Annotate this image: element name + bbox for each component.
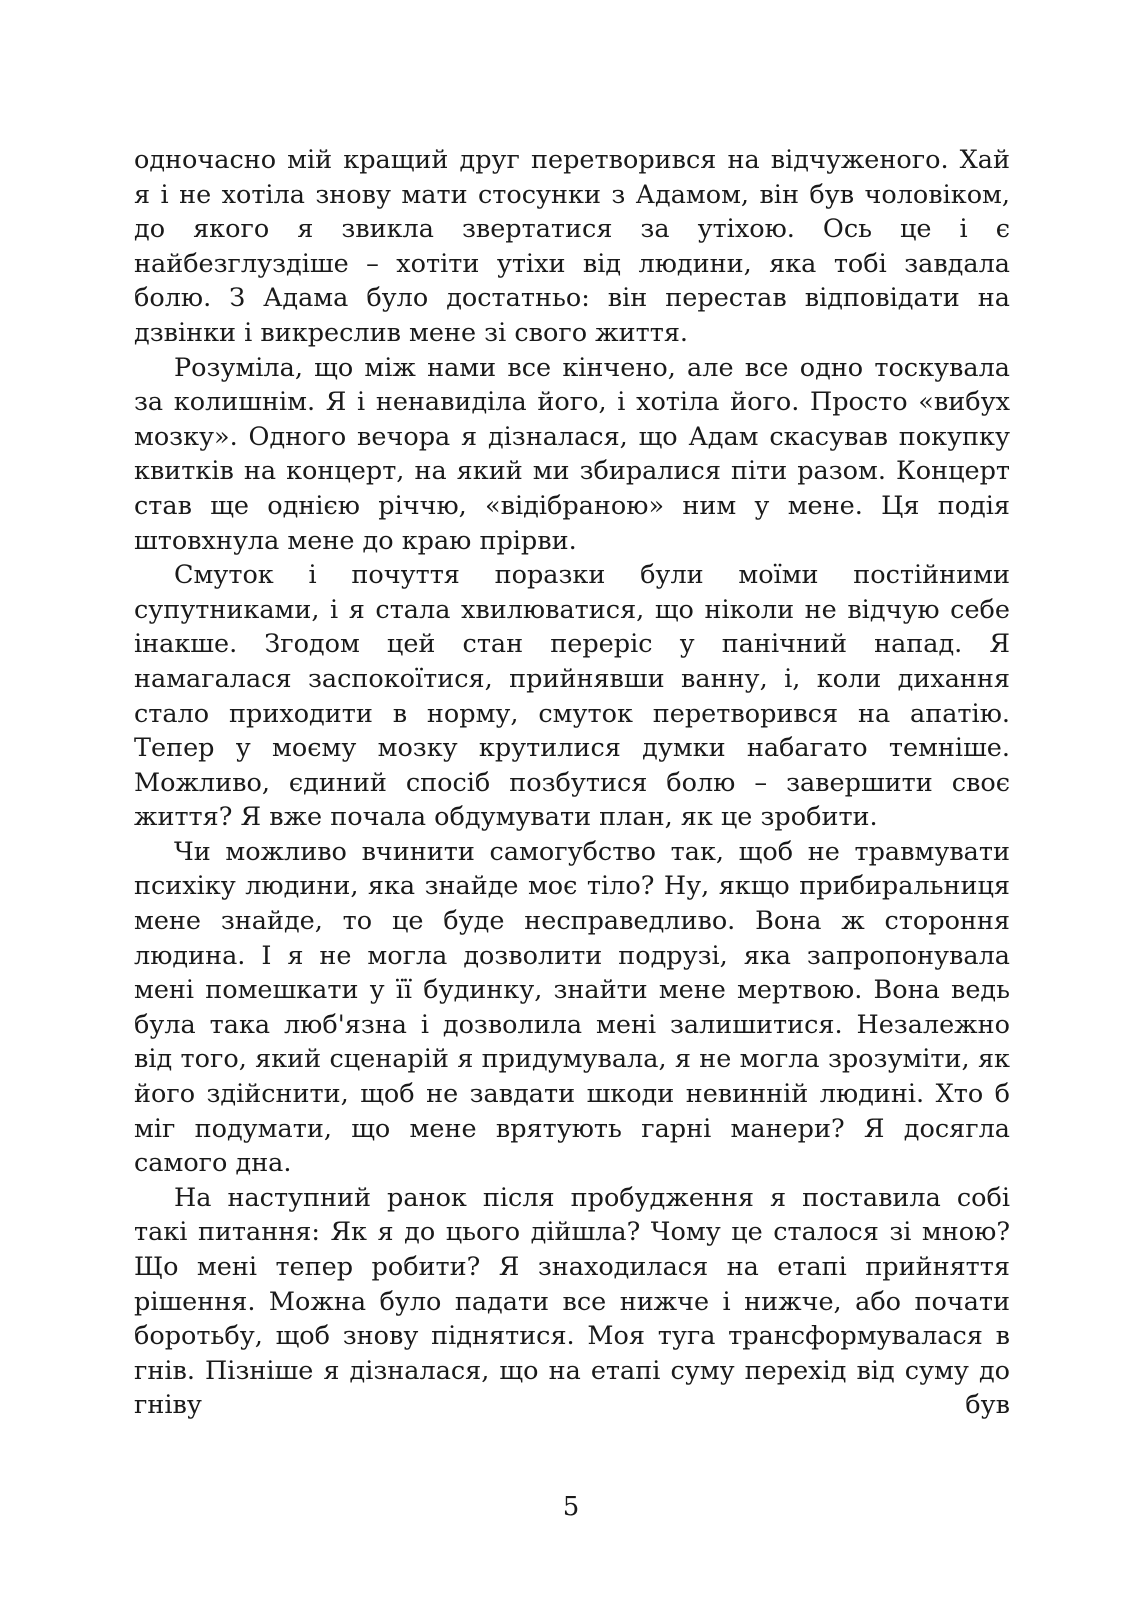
paragraph-2: Розуміла, що між нами все кінчено, але все одно тоскувала за колишнім. Я і ненавиділа його, і хотіла його. Просто «вибух мозку». Одного вечора я дізналася, що Адам скасував покупку квитків на концерт, на який ми збиралися піти разом. Концерт став ще однією річчю, «відібраною» ним у мене. Ця подія штовхнула мене до краю прірви.: [134, 352, 1010, 556]
paragraph-3: Смуток і почуття поразки були моїми постійними супутниками, і я стала хвилюватися, що ніколи не відчую себе інакше. Згодом цей стан переріс у панічний напад. Я намагалася заспокоїтися, прийнявши ванну, і, коли дихання стало приходити в норму, смуток перетворився на апатію. Тепер у моєму мозку крутилися думки набагато темніше. Можливо, єдиний спосіб позбутися болю – завершити своє життя? Я вже почала обдумувати план, як це зробити.: [134, 560, 1010, 833]
body-text: [134, 143, 1010, 1423]
paragraph-4: Чи можливо вчинити самогубство так, щоб не травмувати психіку людини, яка знайде моє тіло? Ну, якщо прибиральниця мене знайде, то це буде несправедливо. Вона ж стороння людина. І я не могла дозволити подрузі, яка запропонувала мені помешкати у її будинку, знайти мене мертвою. Вона ведь була така люб'язна і дозволила мені залишитися. Незалежно від того, який сценарій я придумувала, я не могла зрозуміти, як його здійснити, щоб не завдати шкоди невинній людині. Хто б міг подумати, що мене врятують гарні манери? Я досягла самого дна.: [134, 836, 1010, 1179]
paragraph-5: На наступний ранок після пробудження я поставила собі такі питання: Як я до цього дійшла? Чому це сталося зі мною? Що мені тепер робити? Я знаходилася на етапі прийняття рішення. Можна було падати все нижче і нижче, або почати боротьбу, щоб знову піднятися. Моя туга трансформувалася в гнів. Пізніше я дізналася, що на етапі суму перехід від суму до гніву був: [134, 1182, 1010, 1421]
page-number: 5: [562, 1492, 580, 1522]
paragraph-1: одночасно мій кращий друг перетворився на відчуженого. Хай я і не хотіла знову мати стосунки з Адамом, він був чоловіком, до якого я звикла звертатися за утіхою. Ось це і є найбезглуздіше – хотіти утіхи від людини, яка тобі завдала болю. З Адама було достатньо: він перестав відповідати на дзвінки і викреслив мене зі свого життя.: [134, 145, 1010, 348]
